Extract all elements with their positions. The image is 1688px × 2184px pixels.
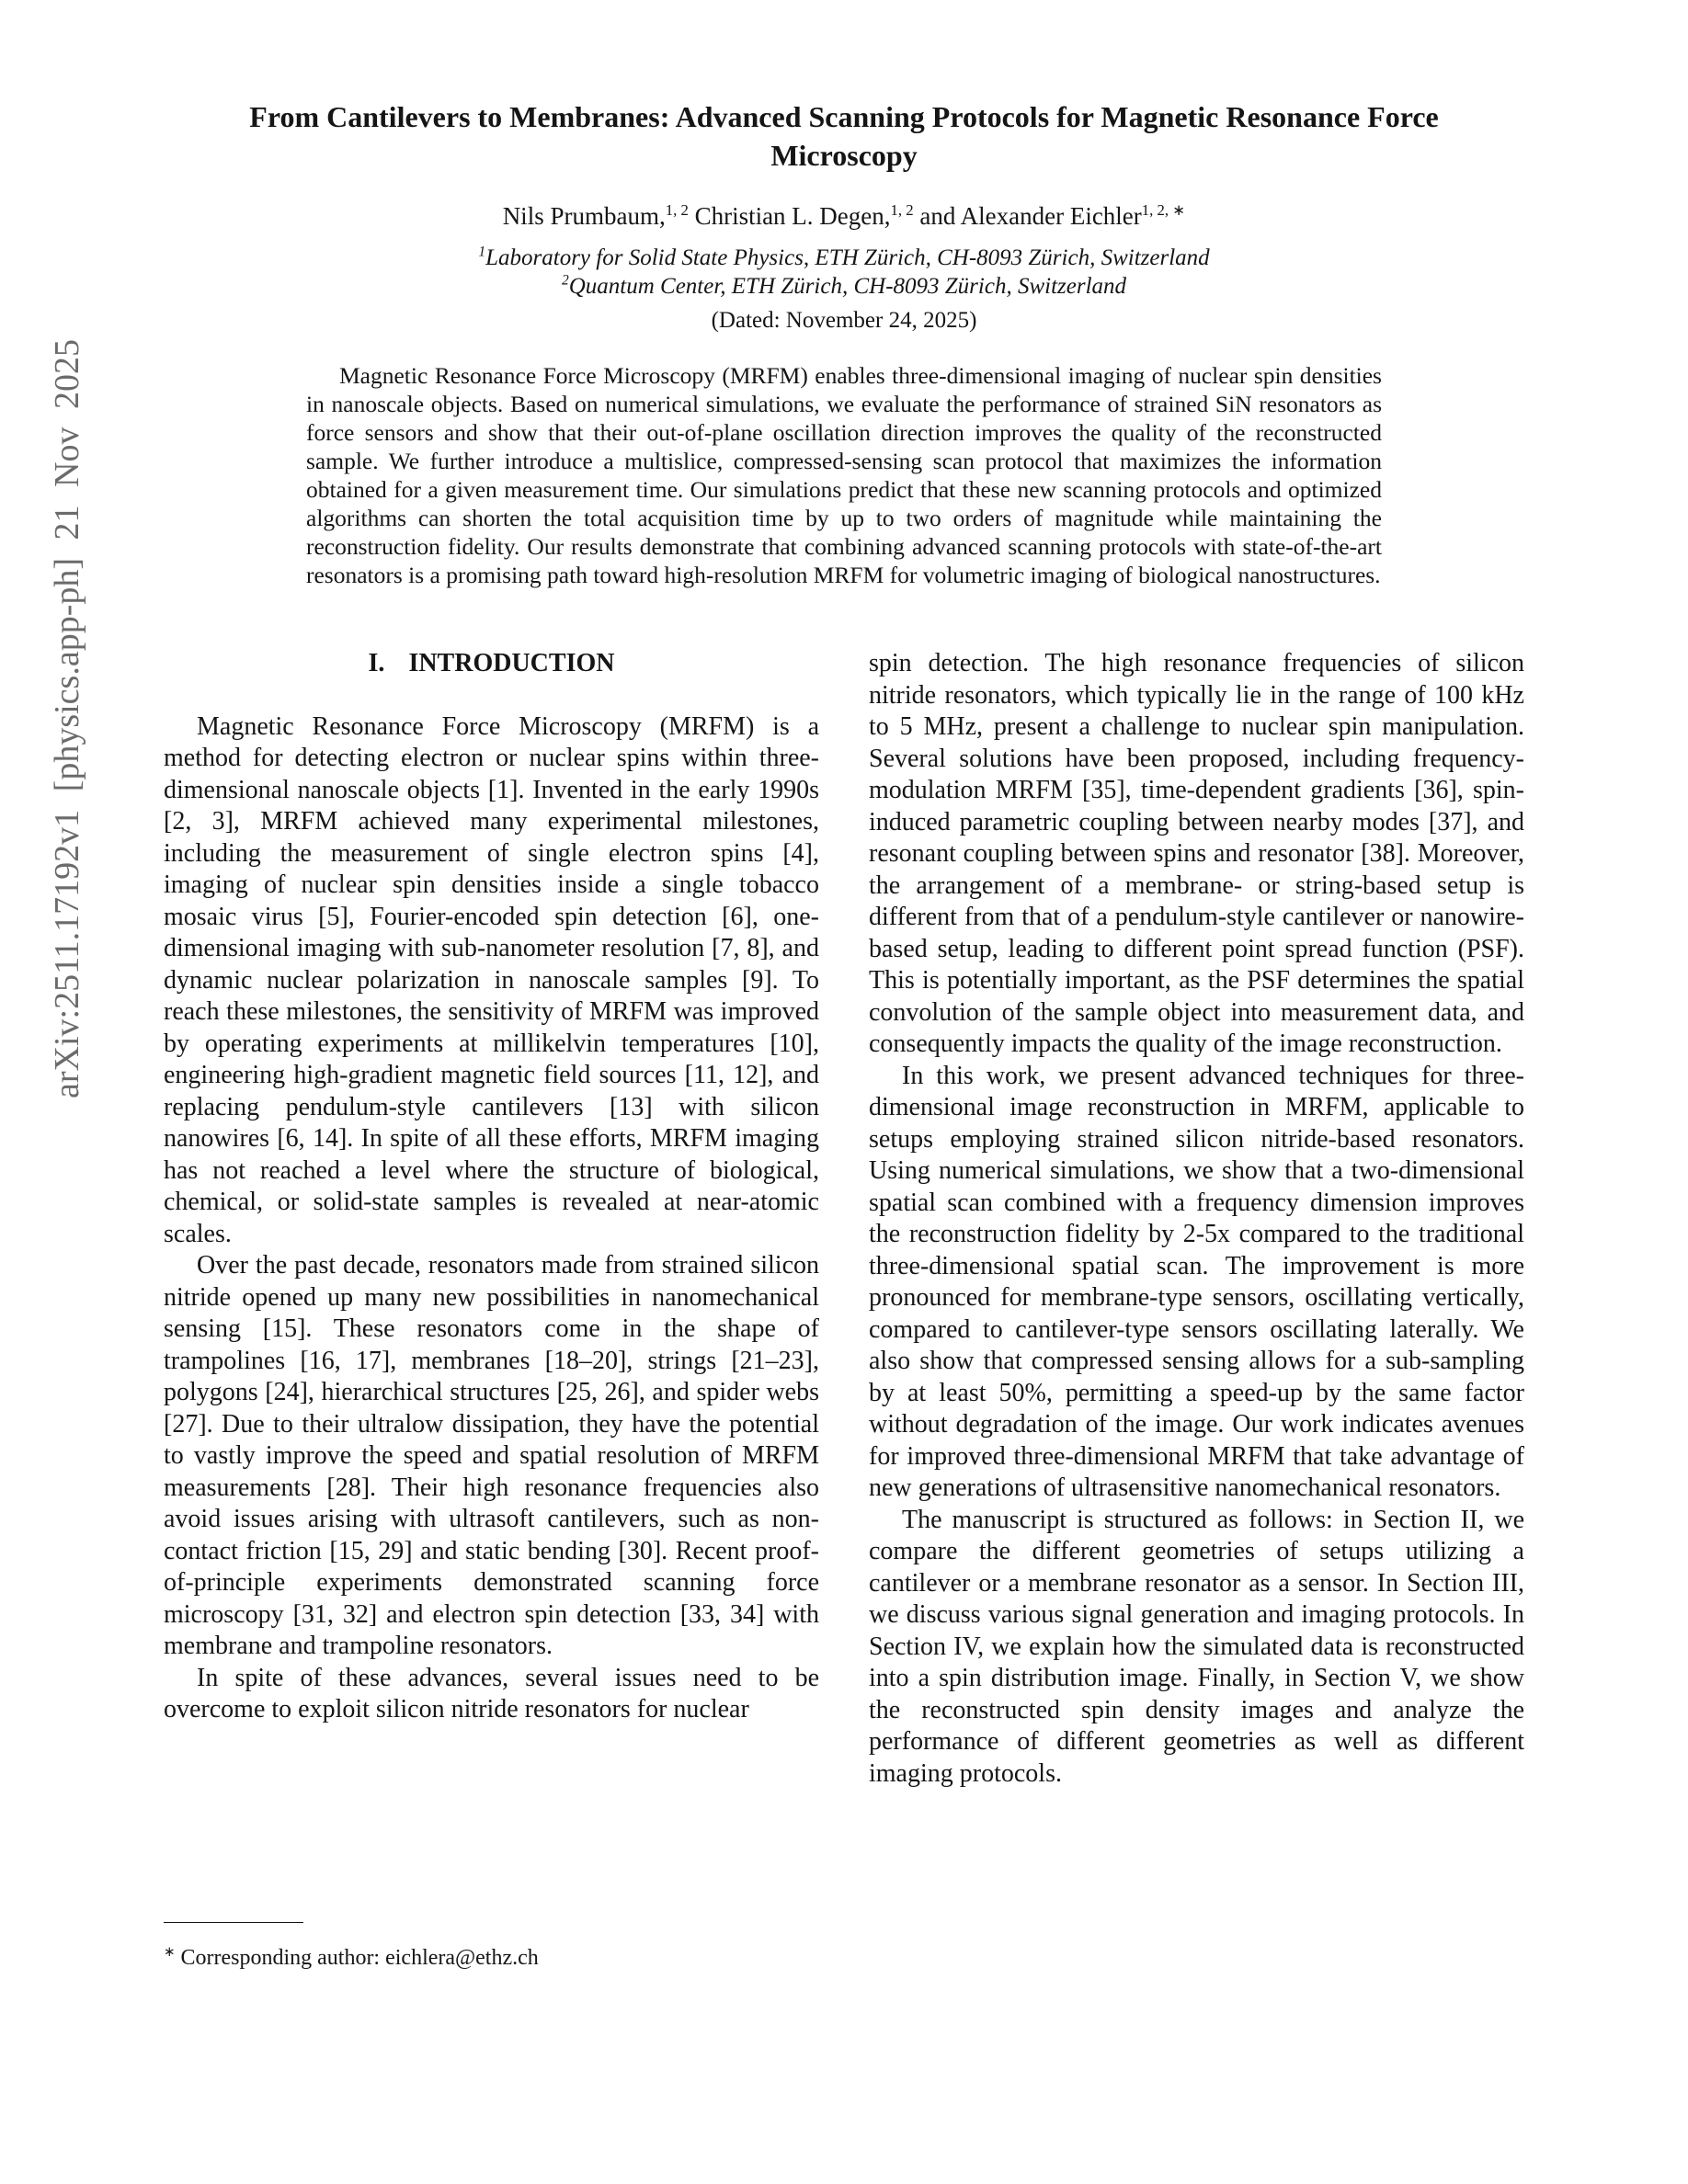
affiliations-block: [164, 244, 1524, 301]
author-3-affiliation-superscript: 1, 2, ∗: [1141, 201, 1186, 219]
paragraph-intro-3: In spite of these advances, several issues need to be overcome to exploit silicon nitride resonators for nuclear: [164, 1663, 819, 1723]
two-column-body: [164, 648, 1524, 1972]
date-line: (Dated: November 24, 2025): [711, 308, 977, 333]
footnote-rule: [164, 1922, 303, 1923]
author-2-affiliation-superscript: 1, 2: [890, 201, 914, 219]
arxiv-watermark: arXiv:2511.17192v1 [physics.app-ph] 21 Nov 2025: [48, 339, 86, 1098]
affiliation-2-text: Quantum Center, ETH Zürich, CH-8093 Zürich, Switzerland: [568, 274, 1127, 299]
paragraph-intro-6: The manuscript is structured as follows: in Section II, we compare the different geometries of setups utilizing a cantilever or a membrane resonator as a sensor. In Section III, we discuss various signal generation and imaging protocols. In Section IV, we explain how the simulated data is reconstructed into a spin distribution image. Finally, in Section V, we show the reconstructed spin density images and analyze the performance of different geometries as well as different imaging protocols.: [869, 1505, 1524, 1788]
author-1-affiliation-superscript: 1, 2: [665, 201, 689, 219]
author-1-name: Nils Prumbaum,: [502, 202, 666, 230]
paragraph-intro-4: spin detection. The high resonance frequencies of silicon nitride resonators, which typically lie in the range of 100 kHz to 5 MHz, present a challenge to nuclear spin manipulation. Several solutions have been proposed, including frequency-modulation MRFM [35], time-dependent gradients [36], spin-induced parametric coupling between nearby modes [37], and resonant coupling between spins and resonator [38]. Moreover, the arrangement of a membrane- or string-based setup is different from that of a pendulum-style cantilever or nanowire-based setup, leading to different point spread function (PSF). This is potentially important, as the PSF determines the spatial convolution of the sample object into measurement data, and consequently impacts the quality of the image reconstruction.: [869, 649, 1524, 1058]
affiliation-2: [164, 272, 1524, 301]
authors-line: [164, 202, 1524, 231]
paragraph-intro-1: Magnetic Resonance Force Microscopy (MRFM) is a method for detecting electron or nuclear spins within three-dimensional nanoscale objects [1]. Invented in the early 1990s [2, 3], MRFM achieved many experimental milestones, including the measurement of single electron spins [4], imaging of nuclear spin densities inside a single tobacco mosaic virus [5], Fourier-encoded spin detection [6], one-dimensional imaging with sub-nanometer resolution [7, 8], and dynamic nuclear polarization in nanoscale samples [9]. To reach these milestones, the sensitivity of MRFM was improved by operating experiments at millikelvin temperatures [10], engineering high-gradient magnetic field sources [11, 12], and replacing pendulum-style cantilevers [13] with silicon nanowires [6, 14]. In spite of all these efforts, MRFM imaging has not reached a level where the structure of biological, chemical, or solid-state samples is revealed at near-atomic scales.: [164, 711, 819, 1248]
paragraph-intro-2: Over the past decade, resonators made from strained silicon nitride opened up many new possibilities in nanomechanical sensing [15]. These resonators come in the shape of trampolines [16, 17], membranes [18–20], strings [21–23], polygons [24], hierarchical structures [25, 26], and spider webs [27]. Due to their ultralow dissipation, they have the potential to vastly improve the speed and spatial resolution of MRFM measurements [28]. Their high resonance frequencies also avoid issues arising with ultrasoft cantilevers, such as non-contact friction [15, 29] and static bending [30]. Recent proof-of-principle experiments demonstrated scanning force microscopy [31, 32] and electron spin detection [33, 34] with membrane and trampoline resonators.: [164, 1251, 819, 1660]
author-3: [919, 202, 1185, 230]
section-heading-introduction: [164, 648, 819, 680]
paper-title: From Cantilevers to Membranes: Advanced Scanning Protocols for Magnetic Resonance Force Microscopy: [249, 100, 1439, 172]
footnote-corresponding-author: [164, 1945, 819, 1972]
affiliation-1-superscript: 1: [478, 244, 486, 260]
author-3-name: and Alexander Eichler: [919, 202, 1142, 230]
abstract-text: Magnetic Resonance Force Microscopy (MRFM) enables three-dimensional imaging of nuclear spin densities in nanoscale objects. Based on numerical simulations, we evaluate the performance of strained SiN resonators as force sensors and show that their out-of-plane oscillation direction improves the quality of the reconstructed sample. We further introduce a multislice, compressed-sensing scan protocol that maximizes the information obtained for a given measurement time. Our simulations predict that these new scanning protocols and optimized algorithms can shorten the total acquisition time by up to two orders of magnitude while maintaining the reconstruction fidelity. Our results demonstrate that combining advanced scanning protocols with state-of-the-art resonators is a promising path toward high-resolution MRFM for volumetric imaging of biological nanostructures.: [306, 362, 1382, 588]
author-2-name: Christian L. Degen,: [694, 202, 891, 230]
affiliation-1: [164, 244, 1524, 272]
paragraph-intro-5: In this work, we present advanced techniques for three-dimensional image reconstruction in MRFM, applicable to setups employing strained silicon nitride-based resonators. Using numerical simulations, we show that a two-dimensional spatial scan combined with a frequency dimension improves the reconstruction fidelity by 2-5x compared to the traditional three-dimensional spatial scan. The improvement is more pronounced for membrane-type sensors, oscillating vertically, compared to cantilever-type sensors oscillating laterally. We also show that compressed sensing allows for a sub-sampling by at least 50%, permitting a speed-up by the same factor without degradation of the image. Our work indicates avenues for improved three-dimensional MRFM that take advantage of new generations of ultrasensitive nanomechanical resonators.: [869, 1061, 1524, 1502]
footnote-marker: ∗: [164, 1945, 176, 1960]
section-number: I.: [368, 649, 385, 677]
abstract-block: [306, 361, 1382, 589]
author-2: [695, 202, 914, 230]
corresponding-email: eichlera@ethz.ch: [385, 1946, 539, 1970]
paper-content: [164, 97, 1524, 1972]
right-column: [869, 648, 1524, 1972]
affiliation-2-superscript: 2: [561, 272, 569, 289]
footnote-label: Corresponding author:: [180, 1946, 381, 1970]
affiliation-1-text: Laboratory for Solid State Physics, ETH Zürich, CH-8093 Zürich, Switzerland: [485, 245, 1210, 270]
left-column: [164, 648, 819, 1972]
section-title: INTRODUCTION: [408, 649, 615, 677]
author-1: [503, 202, 689, 230]
footnote-block: [164, 1904, 819, 1972]
